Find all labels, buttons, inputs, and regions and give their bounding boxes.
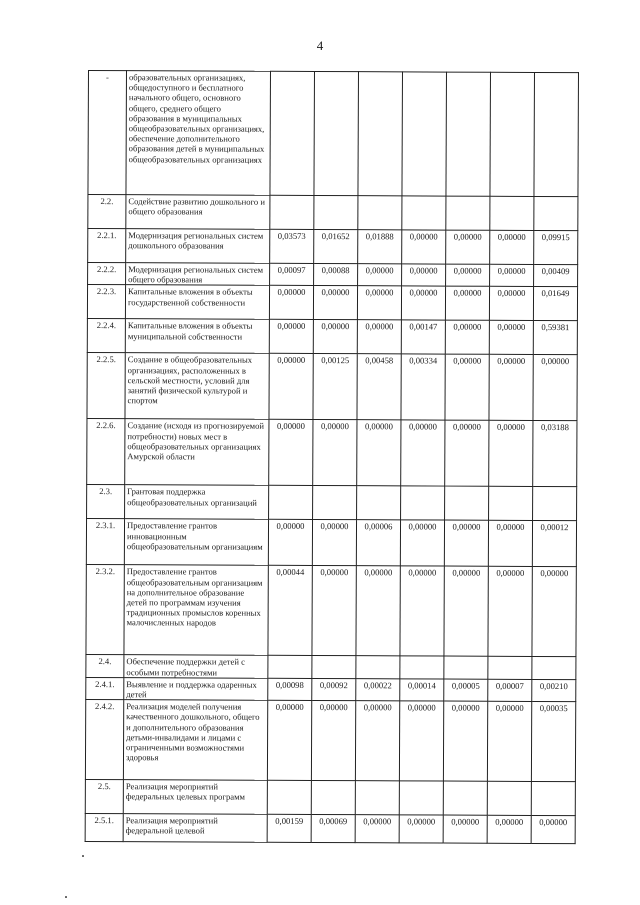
value-cell <box>313 486 357 520</box>
value-cell <box>268 656 312 679</box>
value-cell: 0,00000 <box>488 521 532 567</box>
table-row <box>88 263 578 288</box>
value-cell: 0,00000 <box>490 264 534 287</box>
row-name: Создание в общеобразовательных организациях, расположенных в сельской местности, условий для занятий физической культурой и спортом <box>125 353 269 420</box>
value-cell: 0,00000 <box>356 566 400 656</box>
value-cell <box>534 196 578 230</box>
row-number: 2.2.4. <box>87 319 125 353</box>
value-cell <box>399 781 443 815</box>
value-cell: 0,00125 <box>313 354 357 420</box>
value-cell: 0,00000 <box>490 230 534 264</box>
value-cell: 0,00000 <box>443 701 487 781</box>
row-number: 2.2.5. <box>87 353 125 419</box>
value-cell <box>534 72 579 196</box>
row-number: 2.2. <box>88 195 126 229</box>
row-name: Капитальные вложения в объекты государственной собственности <box>125 285 269 320</box>
value-cell: 0,00000 <box>445 354 489 420</box>
value-cell: 0,00005 <box>444 679 488 702</box>
value-cell <box>269 486 313 520</box>
value-cell: 0,00000 <box>399 815 443 843</box>
value-cell <box>270 195 314 229</box>
value-cell: 0,00000 <box>533 355 577 421</box>
row-number: 2.2.6. <box>87 419 125 485</box>
value-cell: 0,00000 <box>531 816 575 844</box>
value-cell: 0,00000 <box>312 520 356 566</box>
value-cell <box>490 72 535 196</box>
row-name: образовательных организациях, общедоступного и бесплатного начального общего, основного общего, среднего общего образования в муниципальных общеобразовательных организациях, обеспечение дополнительного образования детей в муниципальных общеобразовательных организациях <box>126 71 271 196</box>
value-cell <box>444 656 488 679</box>
value-cell <box>358 72 403 196</box>
value-cell: 0,00000 <box>355 815 399 843</box>
value-cell: 0,00000 <box>487 701 531 781</box>
value-cell: 0,00012 <box>532 521 576 567</box>
value-cell: 0,00014 <box>400 679 444 702</box>
table-row <box>87 285 577 321</box>
table-row <box>85 700 575 782</box>
value-cell <box>312 656 356 679</box>
value-cell: 0,00000 <box>311 701 355 781</box>
row-name: Обеспечение поддержки детей с особыми потребностями <box>124 655 268 678</box>
row-name: Капитальные вложения в объекты муниципальной собственности <box>125 319 269 354</box>
value-cell: 0,00092 <box>312 678 356 701</box>
row-name: Модернизация региональных систем дошкольного образования <box>126 229 270 264</box>
table-row <box>85 780 575 816</box>
value-cell: 0,00000 <box>357 420 401 486</box>
value-cell <box>355 781 399 815</box>
value-cell: 0,00000 <box>313 320 357 354</box>
value-cell: 0,00000 <box>489 321 533 355</box>
row-name: Предоставление грантов инновационным общеобразовательным организациям <box>124 519 268 566</box>
value-cell: 0,00000 <box>444 520 488 566</box>
row-number: 2.4.2. <box>85 700 123 780</box>
value-cell <box>531 782 575 816</box>
value-cell: 0,00088 <box>314 263 358 286</box>
value-cell: 0,00097 <box>270 263 314 286</box>
row-number: 2.5.1. <box>85 814 123 842</box>
value-cell <box>402 72 447 196</box>
value-cell: 0,00000 <box>401 420 445 486</box>
value-cell: 0,00000 <box>399 701 443 781</box>
value-cell: 0,00000 <box>445 320 489 354</box>
row-name: Модернизация региональных систем общего образования <box>126 263 270 286</box>
value-cell: 0,00000 <box>400 520 444 566</box>
value-cell: 0,00210 <box>532 679 576 702</box>
value-cell: 0,00069 <box>311 815 355 843</box>
value-cell: 0,00000 <box>268 520 312 566</box>
value-cell: 0,00035 <box>531 702 575 782</box>
value-cell: 0,00006 <box>356 520 400 566</box>
row-name: Предоставление грантов общеобразовательным организациям на дополнительное образование детей по программам изучения традиционных промыслов коренных малочисленных народов <box>124 565 268 656</box>
value-cell: 0,00000 <box>313 420 357 486</box>
value-cell: 0,59381 <box>533 321 577 355</box>
value-cell: 0,03573 <box>270 229 314 263</box>
value-cell <box>402 196 446 230</box>
row-name: Содействие развитию дошкольного и общего образования <box>126 195 270 230</box>
value-cell: 0,00000 <box>489 421 533 487</box>
row-name: Выявление и поддержка одаренных детей <box>124 677 268 700</box>
row-name: Реализация моделей получения качественного дошкольного, общего и дополнительного образования детьми-инвалидами и лицами с ограниченными возможностями здоровья <box>123 700 267 781</box>
table-row <box>86 565 576 657</box>
value-cell: 0,00147 <box>401 320 445 354</box>
value-cell: 0,00000 <box>357 320 401 354</box>
indicators-table <box>85 70 579 844</box>
row-number: 2.2.1. <box>88 229 126 263</box>
table-row <box>85 814 575 844</box>
value-cell <box>311 781 355 815</box>
value-cell <box>489 487 533 521</box>
row-number: - <box>88 71 127 195</box>
value-cell <box>443 781 487 815</box>
table-row <box>86 519 576 567</box>
page-number: 4 <box>316 38 324 53</box>
value-cell: 0,00044 <box>268 566 312 656</box>
value-cell <box>446 196 490 230</box>
table-row <box>87 319 577 355</box>
value-cell <box>357 486 401 520</box>
value-cell: 0,00000 <box>402 230 446 264</box>
table-row <box>87 419 577 487</box>
value-cell: 0,00000 <box>358 264 402 287</box>
value-cell: 0,00000 <box>357 286 401 320</box>
value-cell <box>267 781 311 815</box>
value-cell: 0,00000 <box>489 287 533 321</box>
value-cell: 0,00000 <box>487 815 531 843</box>
value-cell: 0,01649 <box>533 287 577 321</box>
value-cell: 0,00000 <box>312 566 356 656</box>
value-cell: 0,01652 <box>314 229 358 263</box>
row-name: Реализация мероприятий федеральной целевой <box>123 814 267 843</box>
table-row <box>88 229 578 265</box>
value-cell <box>490 196 534 230</box>
row-number: 2.2.2. <box>88 263 126 286</box>
value-cell: 0,00000 <box>313 286 357 320</box>
value-cell <box>446 72 491 196</box>
value-cell: 0,03188 <box>533 421 577 487</box>
row-name: Реализация мероприятий федеральных целевых программ <box>123 780 267 815</box>
value-cell <box>314 195 358 229</box>
value-cell <box>532 657 576 680</box>
value-cell <box>401 486 445 520</box>
row-number: 2.5. <box>85 780 123 814</box>
row-number: 2.3.1. <box>86 519 124 565</box>
table-row <box>88 71 579 197</box>
value-cell <box>356 656 400 679</box>
row-number: 2.4.1. <box>86 677 124 700</box>
row-number: 2.4. <box>86 655 124 678</box>
value-cell: 0,00098 <box>268 678 312 701</box>
value-cell: 0,00000 <box>445 420 489 486</box>
row-name: Грантовая поддержка общеобразовательных организаций <box>125 485 269 520</box>
value-cell: 0,00000 <box>355 701 399 781</box>
value-cell: 0,00334 <box>401 354 445 420</box>
value-cell <box>358 196 402 230</box>
value-cell: 0,00000 <box>444 566 488 656</box>
value-cell: 0,00000 <box>489 355 533 421</box>
table-row <box>87 353 577 421</box>
value-cell: 0,00000 <box>269 420 313 486</box>
value-cell <box>314 71 359 195</box>
value-cell: 0,00000 <box>488 567 532 657</box>
value-cell: 0,00000 <box>269 320 313 354</box>
value-cell: 0,00000 <box>401 286 445 320</box>
table-row <box>88 195 578 231</box>
row-name: Создание (исходя из прогнозируемой потребности) новых мест в общеобразовательных организациях Амурской области <box>125 419 269 486</box>
table-row <box>86 677 576 702</box>
value-cell: 0,00000 <box>400 566 444 656</box>
row-number: 2.3. <box>87 485 125 519</box>
value-cell <box>445 486 489 520</box>
value-cell: 0,01888 <box>358 230 402 264</box>
value-cell: 0,00458 <box>357 354 401 420</box>
value-cell <box>270 71 315 195</box>
value-cell <box>400 656 444 679</box>
row-number: 2.3.2. <box>86 565 124 655</box>
value-cell: 0,00000 <box>445 286 489 320</box>
value-cell: 0,00000 <box>402 264 446 287</box>
value-cell: 0,00000 <box>443 815 487 843</box>
value-cell: 0,00000 <box>267 701 311 781</box>
value-cell: 0,00000 <box>269 354 313 420</box>
value-cell: 0,00007 <box>488 679 532 702</box>
value-cell: 0,00022 <box>356 678 400 701</box>
value-cell: 0,00000 <box>446 264 490 287</box>
table-row <box>86 655 576 680</box>
value-cell <box>488 657 532 680</box>
table-row <box>87 485 577 521</box>
value-cell: 0,09915 <box>534 230 578 264</box>
row-number: 2.2.3. <box>87 285 125 319</box>
value-cell: 0,00159 <box>267 815 311 843</box>
value-cell: 0,00000 <box>446 230 490 264</box>
value-cell: 0,00409 <box>534 264 578 287</box>
value-cell <box>487 781 531 815</box>
value-cell: 0,00000 <box>532 567 576 657</box>
value-cell: 0,00000 <box>269 286 313 320</box>
value-cell <box>533 487 577 521</box>
